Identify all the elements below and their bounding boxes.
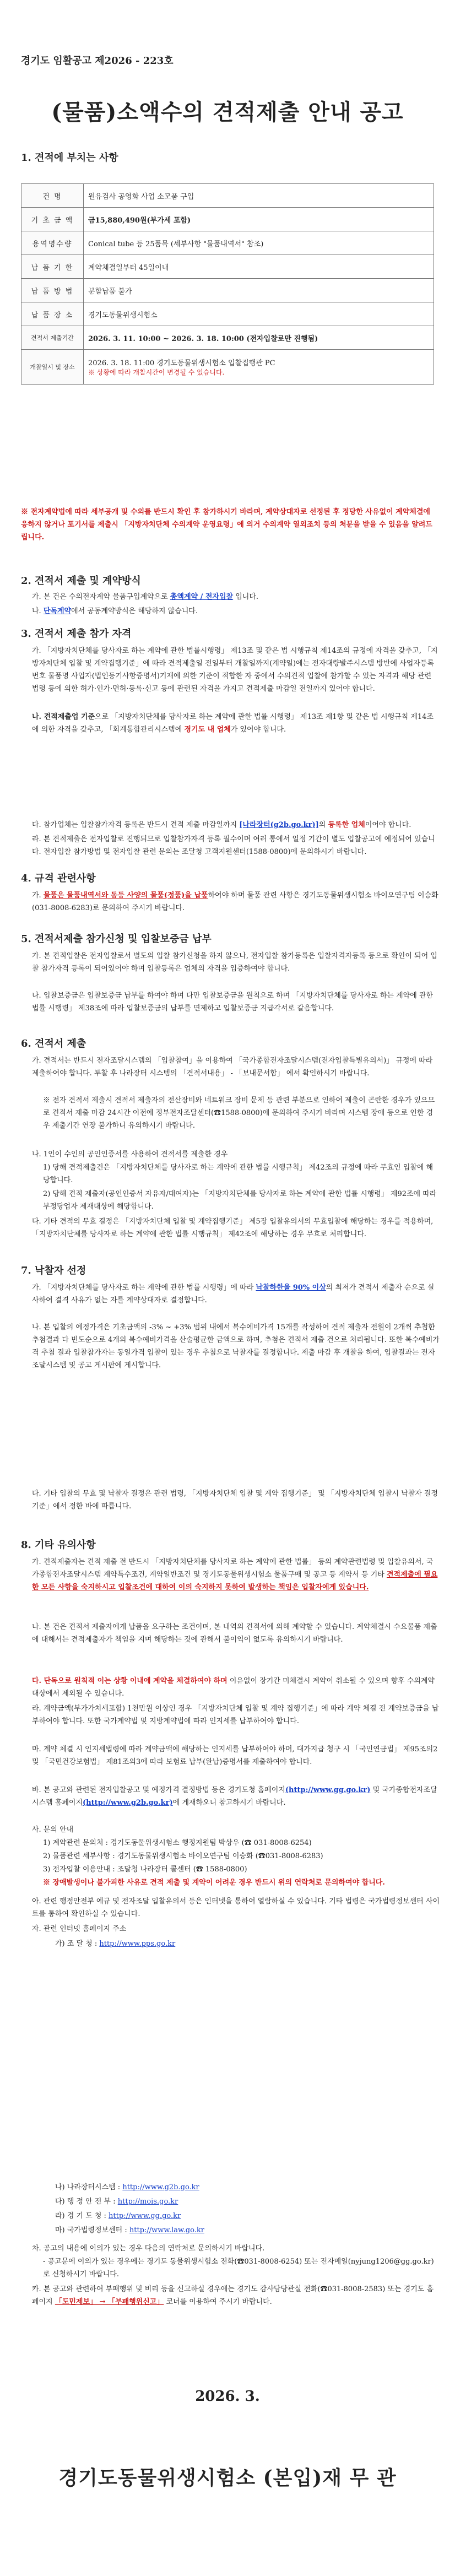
- section-1-title: 1. 견적에 부치는 사항: [21, 152, 118, 164]
- contact-note: ※ 장애발생이나 불가피한 사유로 견적 제출 및 계약이 어려운 경우 반드시 위의 연락처로 문의하여야 합니다.: [43, 1879, 385, 1887]
- contact-3: 3) 전자입찰 이용안내 : 조달청 나라장터 콜센터 (☎ 1588-0800): [43, 1865, 247, 1874]
- text: 코너를 이용하여 주시기 바랍니다.: [164, 2298, 272, 2306]
- row-label: 개찰일시 및 장소: [21, 350, 84, 385]
- homepage-link-3: [55, 2195, 178, 2209]
- section-3-title: 3. 견적서 제출 참가 자격: [21, 628, 132, 640]
- text: 의 최저가 견적서 제출자 순으로 실사하여 결격 사유가 없는 자를 계약상대자로 결정합니다.: [32, 1284, 435, 1305]
- link-name: 라) 경 기 도 청 :: [55, 2212, 106, 2220]
- homepage-link-2: [55, 2180, 199, 2195]
- row-value: [84, 350, 434, 385]
- text: 에서 공동계약방식은 해당하지 않습니다.: [71, 607, 198, 615]
- row-label: 납 품 장 소: [21, 302, 84, 326]
- sec4-item-a: [32, 889, 440, 914]
- row-value: 2026. 3. 11. 10:00 ~ 2026. 3. 18. 10:00 (전자입찰로만 진행됨): [84, 326, 434, 350]
- sec3-item-d: 라. 본 견적제출은 전자입찰로 진행되므로 입찰참가자격 등록 필수이며 여러 통에서 일정 기간이 별도 입찰공고에 예정되어 있습니다. 전자입찰 참가방법 및 전자입찰 관련 문의는 조달청 고객지원센터(1588-0800)에 문의하시기 바랍니다.: [32, 835, 435, 856]
- sec8-item-h: 아. 관련 행정안전부 예규 및 전자조달 입찰유의서 등은 인터넷을 통하여 열람하실 수 있습니다. 기타 법령은 국가법령정보센터 사이트를 통하여 확인하실 수 있습니다.: [32, 1897, 440, 1918]
- sec8-item-e: 마. 계약 체결 시 인지세법령에 따라 계약금액에 해당하는 인지세를 납부하여야 하며, 대가지급 청구 시 「국민연금법」 제95조의2 및 「국민건강보험법」 제81조의3에 따라 보험료 납부(완납)증명서를 제출하여야 합니다.: [32, 1745, 438, 1766]
- bid-info-table: [21, 183, 434, 385]
- text: 가 있어야 합니다.: [230, 726, 286, 734]
- g2b-link[interactable]: http://www.g2b.go.kr: [122, 2183, 199, 2191]
- text: 이어야 합니다.: [365, 821, 411, 829]
- sec8-item-f: [32, 1784, 440, 1809]
- link-name: 가) 조 달 청 :: [55, 1940, 98, 1948]
- sec3-item-a: 가. 「지방자치단체를 당사자로 하는 계약에 관한 법률시행령」 제13조 및 같은 법 시행규칙 제14조의 규정에 자격을 갖추고, 「지방자치단체 입찰 및 계약집행기준」에 따라 견적제출일 전일부터 개찰일까지(계약일)에는 전자대량발주시스템 방반에 사업자등록번호 물품명 사업자(법인등기사항증명서)기재에 의한 기준이 적합한 자 중에서 수의견적 입찰에 참가할 수 있는 자격과 해당 관련 법령 등에 의한 허가·인가·면허·등록·신고 등에 관련된 자격을 가지고 견적제출 마감일 전일까지 있어야 합니다.: [32, 647, 438, 693]
- text: 다. 참가업체는 입찰참가자격 등록은 반드시 견적 제출 마감일까지: [32, 821, 240, 829]
- link-name: 마) 국가법령정보센터 :: [55, 2226, 127, 2234]
- text: 입니다.: [233, 593, 259, 601]
- link-name: 다) 행 정 안 전 부 :: [55, 2198, 116, 2206]
- section-1-note: ※ 전자계약법에 따라 세부공개 및 수의를 반드시 확인 후 참가하시기 바라며, 계약상대자로 선정된 후 정당한 사유없이 계약체결에 응하지 않거나 포기서를 제출시 「지방자치단체 수의계약 운영요령」에 의거 수의계약 열외조치 등의 처분을 받을 수 있음을 알려드립니다.: [21, 508, 432, 542]
- section-8-title: 8. 기타 유의사항: [21, 1539, 96, 1551]
- text: 가. 본 건은 수의전자계약 물품구입계약으로: [32, 593, 170, 601]
- text: 가. 「지방자치단체를 당사자로 하는 계약에 관한 법률 시행령」에 따라: [32, 1284, 256, 1292]
- sec6-item-b2: 2) 당해 견적 제출자(공인인증서 자유자/대여자)는 「지방자치단체를 당사자로 하는 계약에 관한 법률 시행령」 제92조에 따라 부정당업자 제재대상에 해당합니다.: [43, 1190, 437, 1211]
- row-value: 원유검사 공영화 사업 소모품 구입: [84, 184, 434, 208]
- sec6-note: ※ 전자 견적서 제출시 견적서 제출자의 전산장비와 네트워크 장비 문제 등 관련 부분으로 인하여 제출이 곤란한 경우가 있으므로 견적서 제출 마감 24시간 이전에 정부전자조달센터(☎1588-0800)에 문의하여 주시기 바라며 시스템 장애 등으로 인한 경우 제출기간 연장 불가하니 유의하시기 바랍니다.: [43, 1096, 435, 1130]
- sec3-item-b: [32, 711, 440, 736]
- row-label: 납 품 방 법: [21, 279, 84, 302]
- row-value: 경기도동물위생시험소: [84, 302, 434, 326]
- gg-link[interactable]: http://www.gg.go.kr: [109, 2212, 181, 2220]
- sec8-item-g: 사. 문의 안내: [32, 1826, 74, 1834]
- section-2-title: 2. 견적서 제출 및 계약방식: [21, 575, 141, 587]
- sec6-item-b1: 1) 당해 견적제출건은 「지방자치단체를 당사자로 하는 계약에 관한 법률 시행규칙」 제42조의 규정에 따라 무효인 입찰에 해당합니다.: [43, 1163, 434, 1184]
- highlight: 「도민제보」 → 「부패행위신고」: [55, 2298, 164, 2306]
- homepage-link-1: [55, 1937, 175, 1951]
- highlight: 총액계약 / 전자입찰: [170, 593, 234, 601]
- g2b-link[interactable]: (http://www.g2b.go.kr): [83, 1799, 173, 1807]
- text: 하여야 하며 물품 관련 사항은 경기도동물위생시험소 바이오연구팀 이승화(031-8008-6283)로 문의하여 주시기 바랍니다.: [32, 891, 438, 912]
- sec5-item-b: 나. 입찰보증금은 입찰보증금 납부를 하여야 하며 다만 입찰보증금을 원칙으로 하며 「지방자치단체를 당사자로 하는 계약에 관한 법률 시행령」 제38조에 따라 입찰보증금의 납부를 면제하고 입찰보증금 지급각서로 갈음합니다.: [32, 992, 434, 1013]
- highlight: 견적제출에 필요한 모든 사항을 숙지하시고 입찰조건에 대하여 이의 숙지하지 못하여 발생하는 책임은 입찰자에게 있습니다.: [32, 1571, 438, 1592]
- sec8-item-j: 차. 공고의 내용에 이의가 있는 경우 다음의 연락처로 문의하시기 바랍니다.: [32, 2244, 265, 2253]
- text: 이유없이 장기간 미체결시 계약이 취소될 수 있으며 향후 수의계약 대상에서 제외될 수 있습니다.: [32, 1677, 435, 1698]
- doc-number: 경기도 임활공고 제2026 - 223호: [21, 55, 174, 67]
- section-5-title: 5. 견적서제출 참가신청 및 입찰보증금 납부: [21, 933, 212, 945]
- sec8-item-j1: - 공고문에 이의가 있는 경우에는 경기도 동물위생시험소 전화(☎031-8008-6254) 또는 전자메일(nyjung1206@gg.go.kr)로 신청하시기 바랍니다.: [43, 2258, 434, 2279]
- highlight: 등록한 업체: [328, 821, 365, 829]
- notice-date: 2026. 3.: [195, 2388, 260, 2405]
- section-6-title: 6. 견적서 제출: [21, 1038, 86, 1049]
- sec7-item-a: [32, 1281, 440, 1307]
- sec2-item-b: [32, 605, 440, 618]
- g2b-link[interactable]: [나라장터(g2b.go.kr)]: [239, 821, 319, 829]
- section-4-title: 4. 규격 관련사항: [21, 873, 96, 884]
- gg-link[interactable]: (http://www.gg.go.kr): [285, 1786, 371, 1794]
- text: 가. 견적제출자는 견적 제출 전 반드시 「지방자치단체를 당사자로 하는 계약에 관한 법률」 등의 계약관련법령 및 입찰유의서, 국가종합전자조달시스템 계약특수조건, 계약일반조건 및 경기도동물위생시험소 물품구매 및 공고 등 계약서 등 기타: [32, 1558, 434, 1579]
- text: 의: [318, 821, 328, 829]
- homepage-link-4: [55, 2209, 181, 2223]
- row-label: 견적서 제출기간: [21, 326, 84, 350]
- text: 나.: [32, 607, 44, 615]
- sec7-item-b: 나. 본 입찰의 예정가격은 기초금액의 -3% ~ +3% 범위 내에서 복수예비가격 15개를 작성하여 견적 제출자 전원이 2개씩 추첨한 추첨결과 다 빈도순으로 4개의 복수예비가격을 산술평균한 금액으로 하며, 추첨은 견적서 제출 건으로 처리됩니다. 또한 복수예비가격 추첨 결과 입찰참가자는 동일가격 입찰이 있는 경우 추첨으로 낙찰자를 결정합니다. 제출 마감 후 개찰을 하여, 입찰결과는 전자조달시스템 및 공고 게시판에 게시합니다.: [32, 1323, 440, 1370]
- text: 으로 「지방자치단체를 당사자로 하는 계약에 관한 법률 시행령」 제13조 제1항 및 같은 법 시행규칙 제14조에 의한 자격을 갖추고, 「회계통합관리시스템에: [32, 713, 434, 734]
- row-label: 용역명수량: [21, 231, 84, 255]
- text: 카. 본 공고와 관련하여 부패행위 및 비리 등을 신고하실 경우에는 경기도 감사담당관실 전화(☎031-8008-2583) 또는 경기도 홈페이지: [32, 2285, 434, 2306]
- link-name: 나) 나라장터시스템 :: [55, 2183, 121, 2191]
- sec8-item-b: 나. 본 건은 견적서 제출자에게 납품을 요구하는 조건이며, 본 내역의 견적서에 의해 계약할 수 있습니다. 계약체결시 수요물품 제출에 대해서는 견적제출자가 책임을 지며 해당하는 것에 관해서 불이익이 없도록 유의하시기 바랍니다.: [32, 1623, 437, 1644]
- label: 나. 견적제출업 기준: [32, 713, 95, 721]
- text: 및 국가종합전자조달시스템 홈페이지: [32, 1786, 437, 1807]
- row-label: 납 품 기 한: [21, 255, 84, 279]
- row-value: 분할납품 불가: [84, 279, 434, 302]
- sec8-item-d: 라. 계약금액(부가가치세포함) 1천만원 이상인 경우 「지방자치단체 입찰 및 계약 집행기준」에 따라 계약 체결 전 계약보증금을 납부하여야 합니다. 또한 국가계약법 및 지방계약법에 따라 인지세를 납부하여야 합니다.: [32, 1704, 439, 1725]
- row-label: 건 명: [21, 184, 84, 208]
- highlight: 물품은 물품내역서와 동등 사양의 물품(정품)을 납품: [43, 891, 208, 900]
- sec3-item-c: [32, 819, 440, 831]
- row-label: 기 초 금 액: [21, 208, 84, 231]
- contact-2: 2) 물품관련 세부사항 : 경기도동물위생시험소 바이오연구팀 이승화 (☎031-8008-6283): [43, 1852, 323, 1860]
- highlight: 낙찰하한율 90% 이상: [256, 1284, 326, 1292]
- sec6-item-c: 다. 기타 견적의 무효 결정은 「지방자치단체 입찰 및 계약집행기준」 제5장 입찰유의서의 무효입찰에 해당하는 경우를 적용하며, 「지방자치단체를 당사자로 하는 계약에 관한 법률 시행규칙」 제42조에 해당하는 경우 무효로 처리합니다.: [32, 1217, 434, 1238]
- highlight: 경기도 내 업체: [184, 726, 231, 734]
- highlight: 다. 단독으로 원칙적 이는 상황 이내에 계약을 체결하여야 하며: [32, 1677, 228, 1685]
- row-value: 계약체결일부터 45일이내: [84, 255, 434, 279]
- sec2-item-a: [32, 591, 440, 603]
- sec6-item-b: 나. 1인이 수인의 공인인증서를 사용하여 견적서를 제출한 경우: [32, 1150, 228, 1159]
- law-link[interactable]: http://www.law.go.kr: [129, 2226, 204, 2234]
- row-value: 금15,880,490원(부가세 포함): [84, 208, 434, 231]
- homepage-link-5: [55, 2223, 204, 2238]
- text: 에 게재하오니 참고하시기 바랍니다.: [172, 1799, 286, 1807]
- open-time-note: ※ 상황에 따라 개찰시간이 변경될 수 있습니다.: [88, 369, 225, 376]
- contact-1: 1) 계약관련 문의처 : 경기도동물위생시험소 행정지원팀 박상우 (☎ 031-8008-6254): [43, 1839, 312, 1847]
- section-7-title: 7. 낙찰자 선정: [21, 1265, 86, 1276]
- sec8-item-k: [32, 2283, 440, 2308]
- sec6-item-a: 가. 견적서는 반드시 전자조달시스템의 「입찰참여」을 이용하여 「국가종합전자조달시스템(전자입찰특별유의서)」 규정에 따라 제출하여야 합니다. 투찰 후 나라장터 시스템의 「견적서내용」 - 「보내문서함」 에서 확인하시기 바랍니다.: [32, 1057, 433, 1078]
- pps-link[interactable]: http://www.pps.go.kr: [99, 1940, 176, 1948]
- notice-title: (물품)소액수의 견적제출 안내 공고: [51, 99, 404, 125]
- issuer-signature: 경기도동물위생시험소 (본입)재 무 관: [58, 2466, 397, 2490]
- sec8-item-a: [32, 1556, 440, 1594]
- sec8-item-i: 자. 관련 인터넷 홈페이지 주소: [32, 1925, 127, 1933]
- text: 바. 본 공고와 관련된 전자입찰공고 및 예정가격 결정방법 등은 경기도청 홈페이지: [32, 1786, 285, 1794]
- sec5-item-a: 가. 본 견적입찰은 전자입찰로서 별도의 입찰 참가신청을 하지 않으나, 전자입찰 참가등록은 입찰자격자등록 등으로 확인이 되어 입찰 참가자격 등록이 되어있어야 하며 입찰등록은 업체의 자격을 입증하여야 합니다.: [32, 952, 437, 973]
- sec8-item-c: [32, 1675, 440, 1700]
- open-time: 2026. 3. 18. 11:00 경기도동물위생시험소 입찰집행관 PC: [88, 359, 275, 367]
- mois-link[interactable]: http://mois.go.kr: [117, 2198, 178, 2206]
- sec7-item-c: 다. 기타 입찰의 무효 및 낙찰자 결정은 관련 법령, 「지방자치단체 입찰 및 계약 집행기준」 및 「지방자치단체 입찰시 낙찰자 결정기준」에서 정한 바에 따릅니다.: [32, 1490, 438, 1511]
- highlight: 단독계약: [43, 607, 72, 615]
- text: 가.: [32, 891, 44, 900]
- row-value: Conical tube 등 25품목 (세부사항 "물품내역서" 참조): [84, 231, 434, 255]
